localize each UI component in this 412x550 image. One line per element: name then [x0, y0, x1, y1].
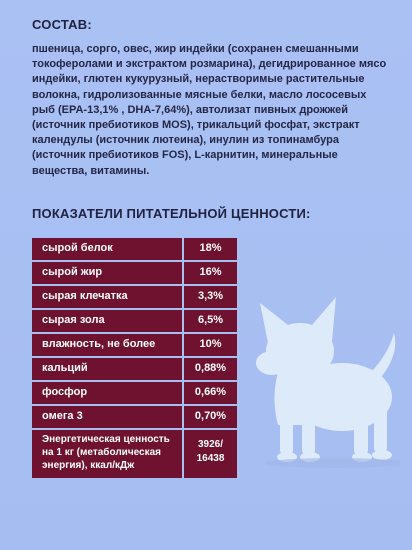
nutrition-title: ПОКАЗАТЕЛИ ПИТАТЕЛЬНОЙ ЦЕННОСТИ: — [32, 206, 311, 221]
nutrient-label: сырая клечатка — [32, 286, 184, 308]
nutrient-label: кальций — [32, 358, 184, 380]
nutrient-label: сырой жир — [32, 262, 184, 284]
nutrient-label: сырой белок — [32, 238, 184, 260]
nutrient-label: сырая зола — [32, 310, 184, 332]
nutrient-value: 0,88% — [184, 358, 237, 380]
dog-silhouette-icon — [250, 285, 400, 470]
nutrition-row-omega3 — [32, 406, 237, 428]
nutrition-row-fat — [32, 262, 237, 284]
nutrition-table — [32, 238, 237, 480]
nutrient-value: 0,66% — [184, 382, 237, 404]
nutrient-label: Энергетическая ценность на 1 кг (метаболическая энергия), ккал/кДж — [32, 430, 184, 478]
nutrient-value: 10% — [184, 334, 237, 356]
composition-text: пшеница, сорго, овес, жир индейки (сохранен смешанными токоферолами и экстрактом розмарина), дегидрированное мясо индейки, глютен кукурузный, нерастворимые растительные волокна, гидролизованные мясные белки, масло лососевых рыб (EPA-13,1% , DHA-7,64%), автолизат пивных дрожжей (источник пребиотиков MOS), трикальций фосфат, экстракт календулы (источник лютеина), инулин из топинамбура (источник пребиотиков FOS), L-карнитин, минеральные вещества, витамины. — [32, 43, 387, 177]
nutrition-row-fiber — [32, 286, 237, 308]
nutrient-value: 16% — [184, 262, 237, 284]
nutrition-row-phosphorus — [32, 382, 237, 404]
nutrition-row-ash — [32, 310, 237, 332]
nutrient-value: 3926/ 16438 — [184, 430, 237, 478]
nutrient-value: 6,5% — [184, 310, 237, 332]
nutrient-label: омега 3 — [32, 406, 184, 428]
composition-title: СОСТАВ: — [32, 17, 92, 32]
nutrition-row-energy — [32, 430, 237, 478]
nutrient-label: влажность, не более — [32, 334, 184, 356]
nutrition-row-calcium — [32, 358, 237, 380]
nutrient-value: 3,3% — [184, 286, 237, 308]
nutrient-value: 0,70% — [184, 406, 237, 428]
nutrition-row-moisture — [32, 334, 237, 356]
nutrient-label: фосфор — [32, 382, 184, 404]
nutrient-value: 18% — [184, 238, 237, 260]
nutrition-row-protein — [32, 238, 237, 260]
